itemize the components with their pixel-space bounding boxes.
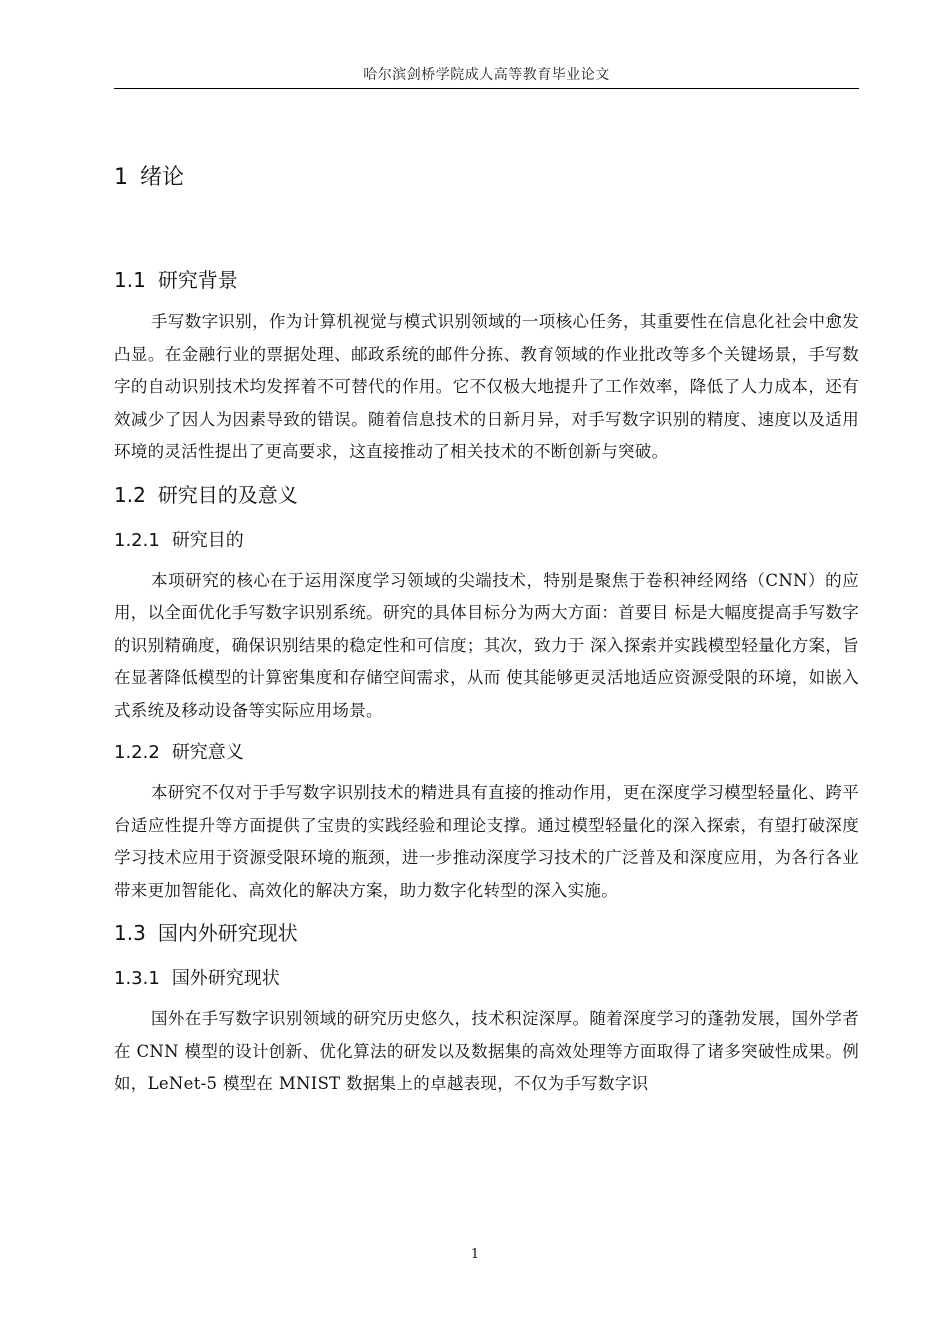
subsection-title: 研究意义 <box>171 742 244 763</box>
subsection-number: 1.3.1 <box>114 968 160 989</box>
subsection-number: 1.2.1 <box>114 529 160 551</box>
header-divider <box>114 88 859 89</box>
subsection-number: 1.2.2 <box>114 742 160 763</box>
paragraph-research-background: 手写数字识别，作为计算机视觉与模式识别领域的一项核心任务，其重要性在信息化社会中愈发凸显。在金融行业的票据处理、邮政系统的邮件分拣、教育领域的作业批改等多个关键场景，手写数字的自动识别技术均发挥着不可替代的作用。它不仅极大地提升了工作效率，降低了人力成本，还有效减少了因人为因素导致的错误。随着信息技术的日新月异，对手写数字识别的精度、速度以及适用环境的灵活性提出了更高要求，这直接推动了相关技术的不断创新与突破。 <box>114 312 859 461</box>
running-header: 哈尔滨剑桥学院成人高等教育毕业论文 <box>363 67 610 83</box>
section-number: 1.1 <box>114 268 146 292</box>
subsection-heading-1-3-1 <box>114 959 859 999</box>
paragraph-foreign-research: 国外在手写数字识别领域的研究历史悠久，技术积淀深厚。随着深度学习的蓬勃发展，国外学者在 CNN 模型的设计创新、优化算法的研发以及数据集的高效处理等方面取得了诸多突破性成果。例如，LeNet-5 模型在 MNIST 数据集上的卓越表现，不仅为手写数字识 <box>114 1009 859 1093</box>
section-title: 研究目的及意义 <box>157 482 298 507</box>
subsection-heading-1-2-2 <box>114 733 859 773</box>
section-title: 国内外研究现状 <box>157 921 298 945</box>
subsection-title: 国外研究现状 <box>171 968 280 989</box>
subsection-title: 研究目的 <box>171 529 244 551</box>
section-title: 研究背景 <box>157 268 238 292</box>
paragraph-research-significance: 本研究不仅对于手写数字识别技术的精进具有直接的推动作用，更在深度学习模型轻量化、跨平台适应性提升等方面提供了宝贵的实践经验和理论支撑。通过模型轻量化的深入探索，有望打破深度学习技术应用于资源受限环境的瓶颈，进一步推动深度学习技术的广泛普及和深度应用，为各行各业带来更加智能化、高效化的解决方案，助力数字化转型的深入实施。 <box>114 783 859 900</box>
paragraph-research-purpose: 本项研究的核心在于运用深度学习领域的尖端技术，特别是聚焦于卷积神经网络（CNN）的应用，以全面优化手写数字识别系统。研究的具体目标分为两大方面：首要目 标是大幅度提高手写数字的识别精确度，确保识别结果的稳定性和可信度；其次，致力于 深入探索并实践模型轻量化方案，旨在显著降低模型的计算密集度和存储空间需求，从而 使其能够更灵活地适应资源受限的环境，如嵌入式系统及移动设备等实际应用场景。 <box>114 570 859 720</box>
page-number: 1 <box>470 1247 480 1262</box>
section-heading-1-2 <box>114 475 859 515</box>
section-number: 1.3 <box>114 921 146 945</box>
section-heading-1-1 <box>114 260 859 300</box>
chapter-number: 1 <box>114 165 128 190</box>
page-body <box>114 160 859 1107</box>
chapter-heading <box>114 160 859 196</box>
subsection-heading-1-2-1 <box>114 521 859 561</box>
chapter-title: 绪论 <box>140 165 185 190</box>
section-heading-1-3 <box>114 913 859 953</box>
section-number: 1.2 <box>114 482 146 507</box>
